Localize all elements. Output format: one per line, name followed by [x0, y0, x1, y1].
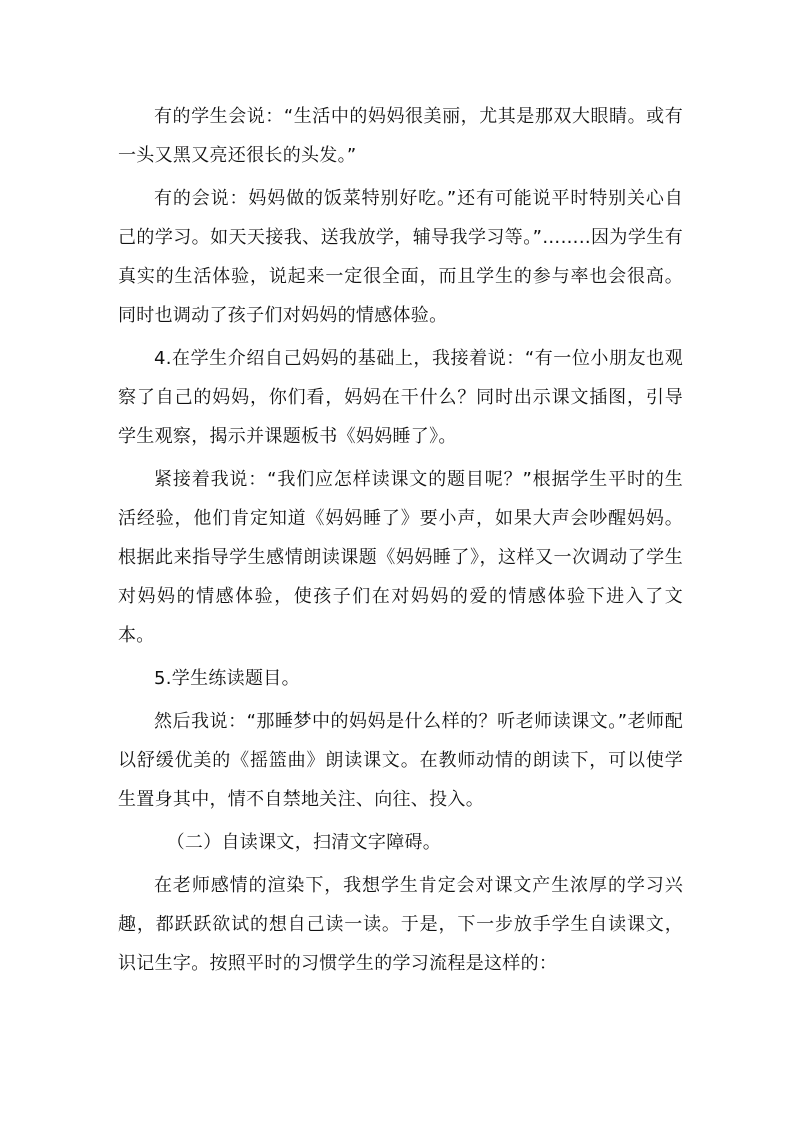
paragraph-self-reading: 在老师感情的渲染下，我想学生肯定会对课文产生浓厚的学习兴趣，都跃跃欲试的想自己读一读。于是，下一步放手学生自读课文，识记生字。按照平时的习惯学生的学习流程是这样的：	[118, 875, 683, 974]
paragraph-step-5: 5.学生练读题目。	[154, 668, 300, 689]
paragraph-read-title: 紧接着我说：“我们应怎样读课文的题目呢？”根据学生平时的生活经验，他们肯定知道《妈妈睡了》要小声，如果大声会吵醒妈妈。根据此来指导学生感情朗读课题《妈妈睡了》，这样又一次调动了学生对妈妈的情感体验，使孩子们在对妈妈的爱的情感体验下进入了文本。	[118, 469, 683, 646]
paragraph-student-cooking: 有的会说：妈妈做的饭菜特别好吃。”还有可能说平时特别关心自己的学习。如天天接我、送我放学，辅导我学习等。”……..因为学生有真实的生活体验，说起来一定很全面，而且学生的参与率也会很高。同时也调动了孩子们对妈妈的情感体验。	[118, 188, 683, 326]
document-body	[118, 97, 683, 983]
paragraph-student-beauty: 有的学生会说：“生活中的妈妈很美丽，尤其是那双大眼睛。或有一头又黑又亮还很长的头发。”	[118, 106, 683, 166]
paragraph-step-4: 4.在学生介绍自己妈妈的基础上，我接着说：“有一位小朋友也观察了自己的妈妈，你们看，妈妈在干什么？同时出示课文插图，引导学生观察，揭示并课题板书《妈妈睡了》。	[118, 348, 683, 447]
section-heading-self-reading: （二）自读课文，扫清文字障碍。	[166, 832, 442, 853]
paragraph-teacher-reading: 然后我说：“那睡梦中的妈妈是什么样的？听老师读课文。”老师配以舒缓优美的《摇篮曲》朗读课文。在教师动情的朗读下，可以使学生置身其中，情不自禁地关注、向往、投入。	[118, 711, 683, 810]
